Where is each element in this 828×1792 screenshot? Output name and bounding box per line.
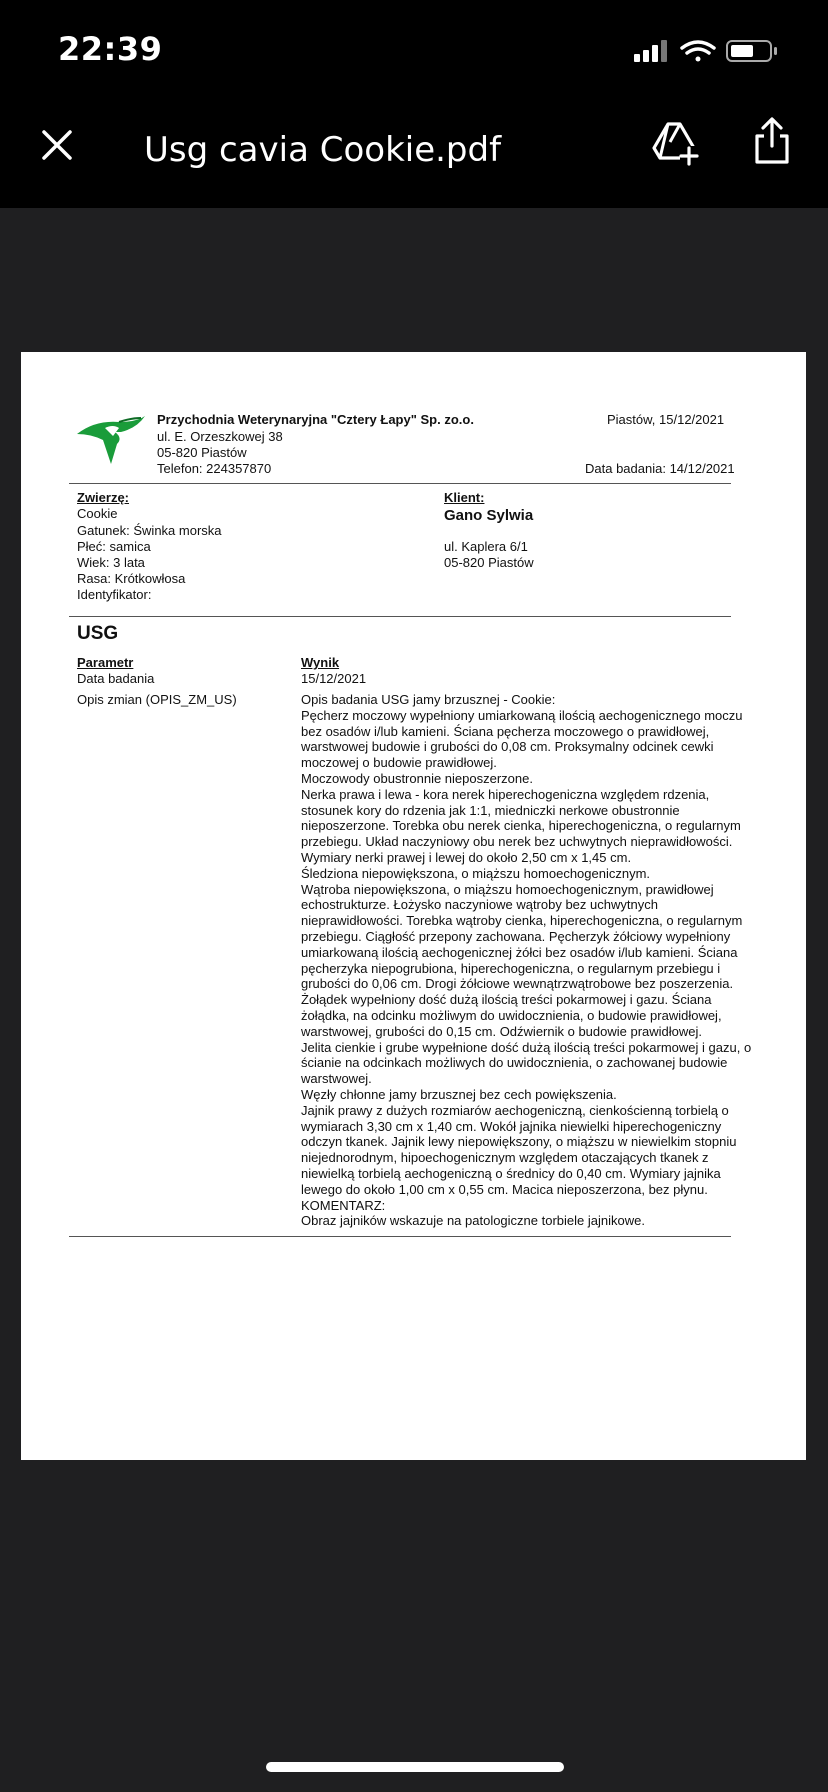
findings-line: Nerka prawa i lewa - kora nerek hiperechogeniczna względem rdzenia, bbox=[301, 786, 710, 802]
row-value-exam-date: 15/12/2021 bbox=[301, 671, 367, 686]
findings-line: umiarkowaną ilością aechogenicznej żółci bez osadów i/lub kamieni. Ściana bbox=[301, 944, 738, 960]
cellular-signal-icon bbox=[634, 40, 667, 62]
status-bar bbox=[0, 0, 828, 100]
findings-line: grubości do 0,06 cm. Drogi żółciowe wewnątrzwątrobowe bez poszerzenia. bbox=[301, 976, 734, 992]
pdf-page bbox=[21, 352, 806, 1460]
section-title: USG bbox=[77, 623, 119, 644]
findings-line: Pęcherz moczowy wypełniony umiarkowaną ilością aechogenicznego moczu bbox=[301, 707, 743, 723]
client-city: 05-820 Piastów bbox=[444, 555, 534, 570]
findings-line: ścianie na odcinkach możliwych do uwidocznienia, o zachowanej budowie bbox=[301, 1055, 728, 1071]
home-indicator[interactable] bbox=[266, 1762, 564, 1772]
findings-line: odczyn tkanek. Jajnik lewy niepowiększony, o miąższu w niewielkim stopniu bbox=[301, 1134, 737, 1150]
findings-line: pęcherzyka niepogrubiona, hiperechogeniczna, o regularnym przebiegu i bbox=[301, 960, 721, 976]
status-icons bbox=[634, 38, 794, 64]
findings-line: lewego do około 1,00 cm x 0,55 cm. Macica nieposzerzona, bez płynu. bbox=[301, 1181, 708, 1197]
animal-name: Cookie bbox=[77, 506, 118, 521]
animal-age: Wiek: 3 lata bbox=[77, 555, 145, 570]
findings-line: Obraz jajników wskazuje na patologiczne torbiele jajnikowe. bbox=[301, 1213, 645, 1229]
animal-heading: Zwierzę: bbox=[77, 490, 130, 505]
findings-line: Jajnik prawy z dużych rozmiarów aechogeniczną, cienkościenną torbielą o bbox=[301, 1102, 729, 1118]
findings-line: Węzły chłonne jamy brzusznej bez cech powiększenia. bbox=[301, 1086, 617, 1102]
viewer-toolbar bbox=[0, 90, 828, 208]
findings-line: stosunek kory do rdzenia jak 1:1, miedniczki nerkowe obustronnie bbox=[301, 802, 680, 818]
row-param-findings: Opis zmian (OPIS_ZM_US) bbox=[77, 692, 237, 707]
findings-line: Wymiary nerki prawej i lewej do około 2,50 cm x 1,45 cm. bbox=[301, 849, 632, 865]
findings-line: przebiegu. Ciągłość przepony zachowana. Pęcherzyk żółciowy wypełniony bbox=[301, 928, 731, 944]
exam-date: Data badania: 14/12/2021 bbox=[585, 461, 735, 476]
wifi-icon bbox=[682, 42, 714, 62]
findings-text bbox=[301, 692, 751, 1229]
findings-line: Żołądek wypełniony dość dużą ilością treści pokarmowej i gazu. Ściana bbox=[301, 992, 712, 1008]
share-icon[interactable] bbox=[752, 116, 792, 166]
findings-line: nieprawidłowości. Torebka wątroby cienka, hiperechogeniczna, o regularnym bbox=[301, 913, 743, 929]
animal-species: Gatunek: Świnka morska bbox=[77, 523, 222, 538]
clinic-logo bbox=[75, 414, 147, 466]
findings-line: Jelita cienkie i grube wypełnione dość dużą ilością treści pokarmowej i gazu, o bbox=[301, 1039, 752, 1055]
findings-line: żołądka, na odcinku możliwym do uwidocznienia, o budowie prawidłowej, bbox=[301, 1007, 722, 1023]
row-param-exam-date: Data badania bbox=[77, 671, 155, 686]
clinic-name: Przychodnia Weterynaryjna "Cztery Łapy" Sp. zo.o. bbox=[157, 412, 474, 427]
param-header: Parametr bbox=[77, 655, 134, 670]
animal-breed: Rasa: Krótkowłosa bbox=[77, 571, 186, 586]
client-heading: Klient: bbox=[444, 490, 485, 505]
document-title: Usg cavia Cookie.pdf bbox=[144, 130, 502, 170]
clinic-city: 05-820 Piastów bbox=[157, 445, 247, 460]
findings-line: KOMENTARZ: bbox=[301, 1197, 386, 1213]
client-street: ul. Kaplera 6/1 bbox=[444, 539, 528, 554]
close-icon[interactable] bbox=[38, 126, 76, 164]
divider bbox=[69, 616, 731, 617]
clinic-phone: Telefon: 224357870 bbox=[157, 461, 272, 476]
animal-sex: Płeć: samica bbox=[77, 539, 151, 554]
divider bbox=[69, 483, 731, 484]
findings-line: bez osadów i/lub kamieni. Ściana pęcherza moczowego o prawidłowej, bbox=[301, 723, 710, 739]
result-header: Wynik bbox=[301, 655, 340, 670]
battery-icon bbox=[727, 41, 777, 61]
findings-line: niejednorodnym, hipoechogenicznym względem otaczających tkanek z bbox=[301, 1150, 709, 1166]
animal-id: Identyfikator: bbox=[77, 587, 152, 602]
client-name: Gano Sylwia bbox=[444, 507, 534, 524]
add-to-drive-icon[interactable] bbox=[652, 120, 700, 166]
findings-line: warstwowej. bbox=[301, 1071, 372, 1087]
place-date: Piastów, 15/12/2021 bbox=[607, 412, 725, 427]
findings-line: echostrukturze. Łożysko naczyniowe wątroby bez uchwytnych bbox=[301, 897, 658, 913]
findings-line: Wątroba niepowiększona, o miąższu homoechogenicznym, prawidłowej bbox=[301, 881, 714, 897]
divider bbox=[69, 1236, 731, 1237]
findings-line: Moczowody obustronnie nieposzerzone. bbox=[301, 770, 533, 786]
findings-line: przebiegu. Układ naczyniowy obu nerek bez uchwytnych nieprawidłowości. bbox=[301, 834, 733, 850]
findings-line: nieposzerzone. Torebka obu nerek cienka, hiperechogeniczna, o regularnym bbox=[301, 818, 741, 834]
findings-line: Śledziona niepowiększona, o miąższu homoechogenicznym. bbox=[301, 865, 651, 881]
findings-line: moczowej o budowie prawidłowej. bbox=[301, 755, 497, 771]
findings-line: warstwowej, grubości do 0,15 cm. Odźwiernik o budowie prawidłowej. bbox=[301, 1023, 703, 1039]
status-time: 22:39 bbox=[58, 30, 163, 68]
findings-line: wymiarach 3,30 cm x 1,40 cm. Wokół jajnika niewielki hiperechogeniczny bbox=[301, 1118, 722, 1134]
findings-line: warstwowej budowie i grubości do 0,08 cm. Proksymalny odcinek cewki bbox=[301, 739, 714, 755]
findings-line: Opis badania USG jamy brzusznej - Cookie: bbox=[301, 692, 556, 707]
findings-line: niewielką torbielą aechogeniczną o średnicy do 0,40 cm. Wymiary jajnika bbox=[301, 1165, 721, 1181]
clinic-street: ul. E. Orzeszkowej 38 bbox=[157, 429, 283, 444]
